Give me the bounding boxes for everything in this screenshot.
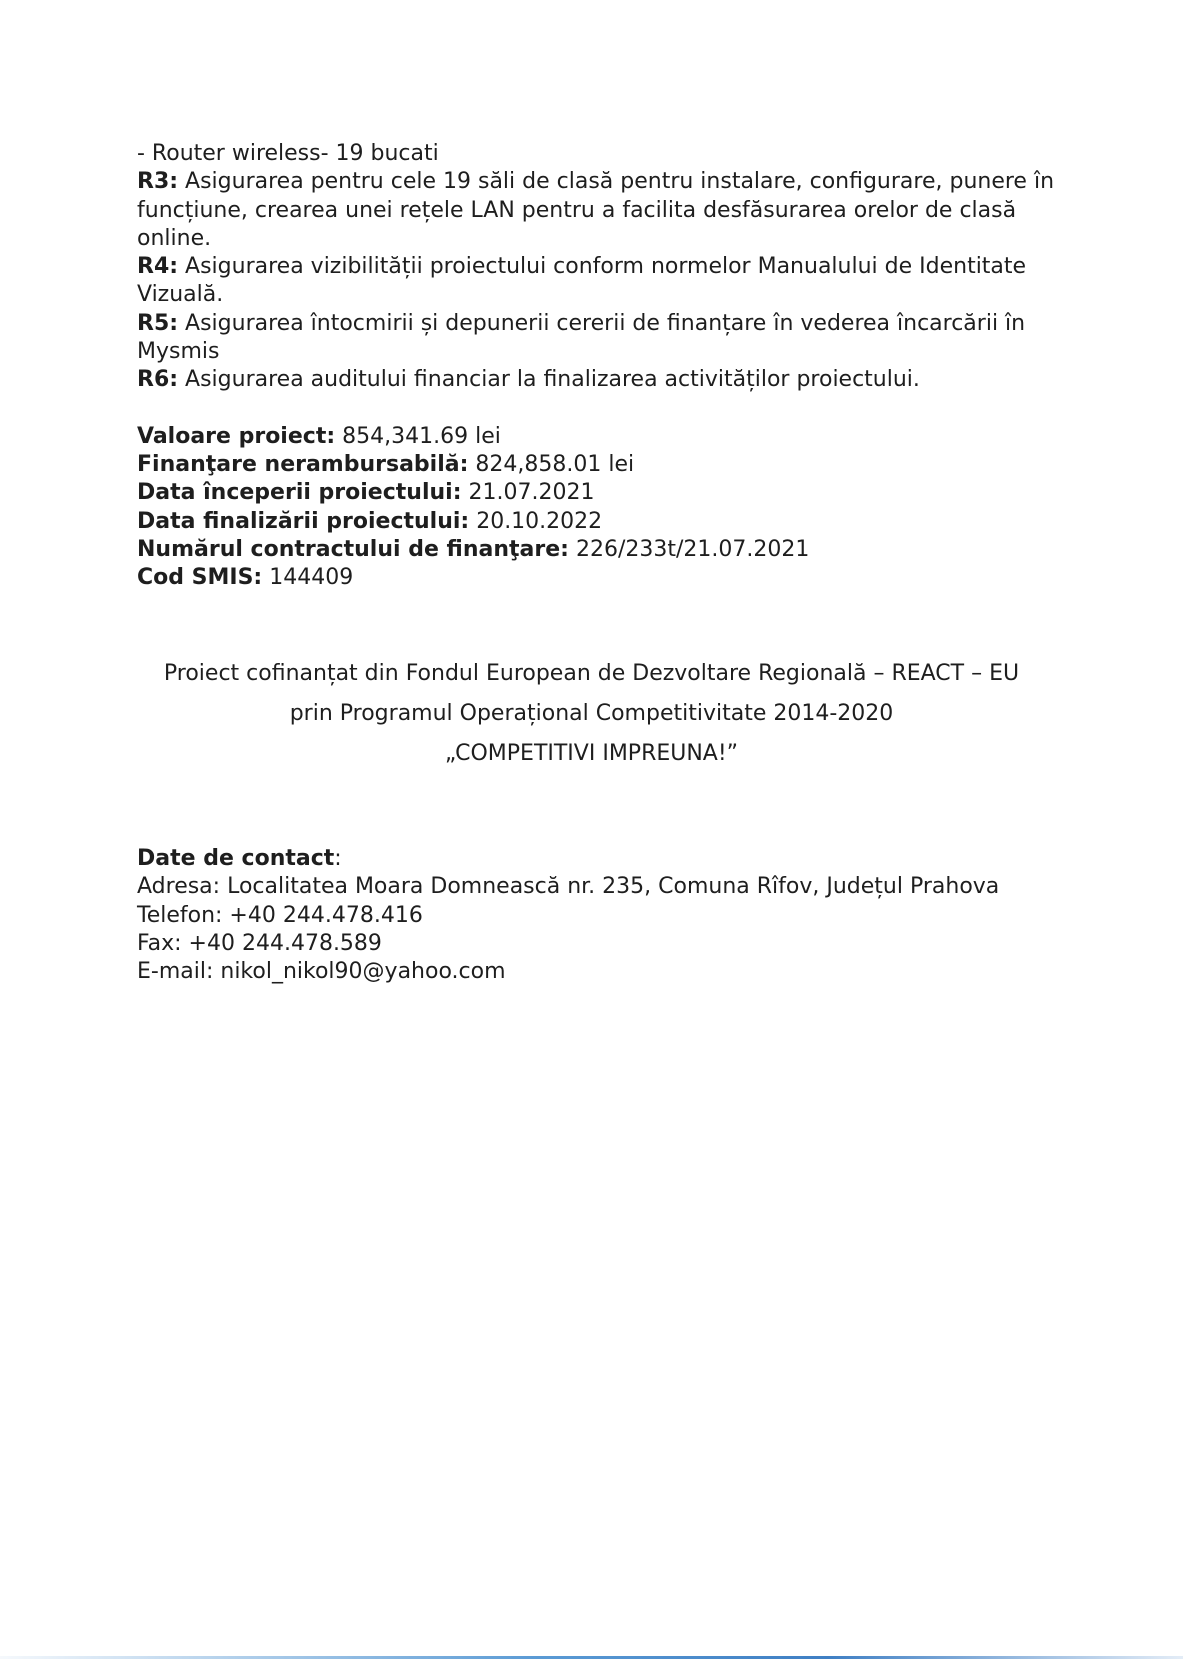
contact-address: Adresa: Localitatea Moara Domnească nr. 235, Comuna Rîfov, Județul Prahova — [137, 874, 1000, 900]
cofinancing-statement — [0, 654, 1183, 774]
router-line: - Router wireless- 19 bucati — [137, 141, 439, 166]
project-end-date — [137, 508, 1057, 536]
info-value: 824,858.01 lei — [468, 451, 635, 477]
info-label: Data finalizării proiectului: — [137, 508, 470, 534]
contact-heading-colon: : — [334, 846, 342, 871]
result-label: R3: — [137, 169, 179, 195]
result-r6 — [137, 366, 1057, 394]
info-value: 226/233t/21.07.2021 — [568, 536, 810, 562]
result-r4 — [137, 253, 1057, 310]
smis-code — [137, 564, 1057, 592]
contact-email: E-mail: nikol_nikol90@yahoo.com — [137, 959, 506, 985]
document-body — [137, 140, 1057, 592]
project-value — [137, 423, 1057, 451]
footer-divider — [0, 1656, 1183, 1659]
non-refundable-funding — [137, 451, 1057, 479]
cofinancing-line: prin Programul Operațional Competitivitate 2014-2020 — [289, 701, 894, 726]
contact-section — [137, 845, 999, 986]
result-text: Asigurarea pentru cele 19 săli de clasă pentru instalare, configurare, punere în funcțiune, crearea unei rețele LAN pentru a facilita desfăsurarea orelor de clasă online. — [137, 169, 1055, 251]
info-label: Data începerii proiectului: — [137, 480, 462, 506]
result-text: Asigurarea vizibilității proiectului conform normelor Manualului de Identitate Vizuală. — [137, 254, 1027, 308]
info-label: Numărul contractului de finanţare: — [137, 536, 569, 562]
info-value: 21.07.2021 — [461, 480, 595, 506]
result-label: R4: — [137, 254, 179, 280]
contract-number — [137, 536, 1057, 564]
info-label: Finanţare nerambursabilă: — [137, 451, 469, 477]
info-label: Valoare proiect: — [137, 423, 336, 449]
contact-heading-text: Date de contact — [137, 846, 335, 871]
result-text: Asigurarea auditului financiar la finalizarea activităților proiectului. — [178, 367, 920, 393]
result-r5 — [137, 310, 1057, 367]
info-value: 20.10.2022 — [469, 508, 603, 534]
cofinancing-line: Proiect cofinanțat din Fondul European de Dezvoltare Regională – REACT – EU — [163, 661, 1020, 686]
result-label: R6: — [137, 367, 179, 393]
contact-phone: Telefon: +40 244.478.416 — [137, 902, 423, 928]
result-text: Asigurarea întocmirii și depunerii cererii de finanțare în vederea încarcării în Mysmis — [137, 310, 1026, 365]
info-value: 854,341.69 lei — [335, 423, 501, 449]
project-slogan: „COMPETITIVI IMPREUNA!” — [444, 741, 739, 766]
result-r3 — [137, 168, 1057, 253]
info-label: Cod SMIS: — [137, 565, 263, 591]
project-start-date — [137, 479, 1057, 507]
info-value: 144409 — [262, 565, 354, 591]
result-label: R5: — [137, 310, 179, 336]
contact-heading — [137, 845, 999, 873]
contact-fax: Fax: +40 244.478.589 — [137, 930, 382, 956]
